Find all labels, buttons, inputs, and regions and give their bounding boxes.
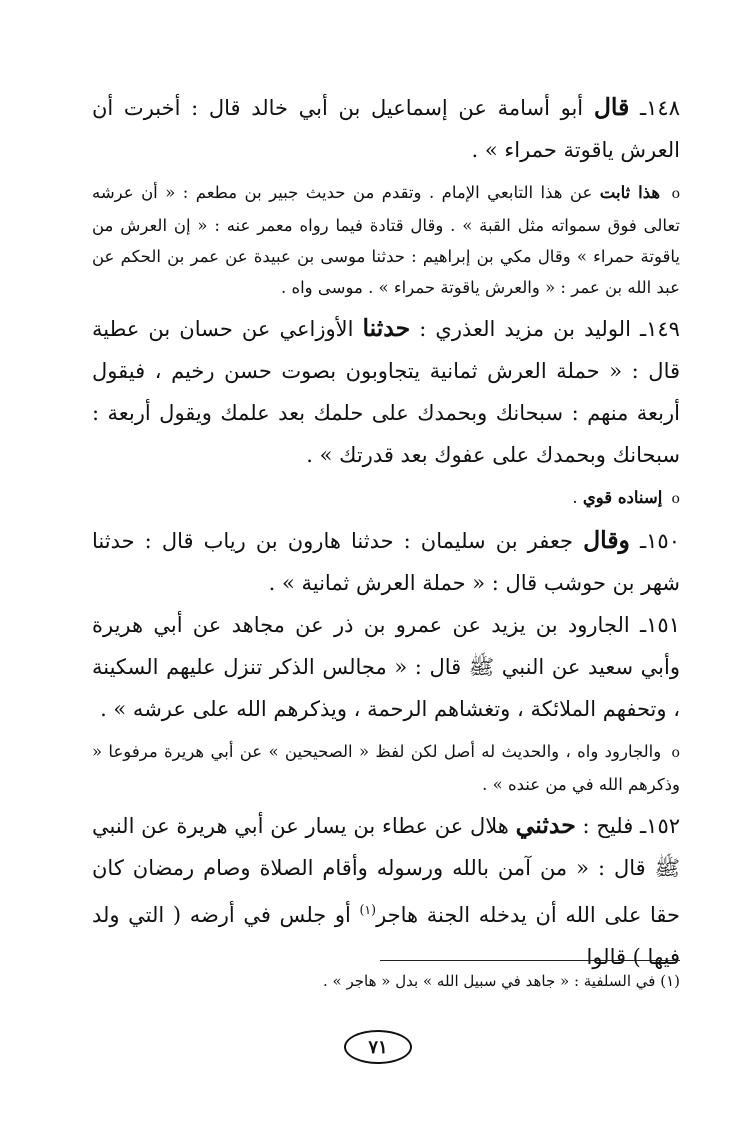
page-number-badge: [344, 1030, 412, 1064]
keyword: حدثني: [515, 811, 576, 839]
hadith-number: ١٤٩: [646, 317, 680, 341]
hadith-150: ١٥٠ـ وقال جعفر بن سليمان : حدثنا هارون بن رياب قال : حدثنا شهر بن حوشب قال : « حملة العرش ثمانية » .: [92, 526, 680, 595]
hadith-text: أبو أسامة عن إسماعيل بن أبي خالد قال : أخبرت أن العرش ياقوتة حمراء » .: [92, 96, 680, 162]
hadith-text: الأوزاعي عن حسان بن عطية قال : « حملة العرش ثمانية يتجاوبون بصوت حسن رخيم ، فيقول أربعة منهم : سبحانك وبحمدك على حلمك بعد علمك ويقول أربعة : سبحانك وبحمدك على عفوك بعد قدرتك » .: [92, 317, 680, 467]
page-number: ٧١: [368, 1036, 388, 1058]
hadith-prefix: الوليد بن مزيد العذري :: [419, 317, 631, 341]
comment-text: عن هذا التابعي الإمام . وتقدم من حديث جبير بن مطعم : « أن عرشه تعالى فوق سمواته مثل القبة » . وقال قتادة فيما رواه معمر عنه : « إن العرش من ياقوتة حمراء » وقال مكي بن إبراهيم : حدثنا موسى بن عبيدة عن عمر بن الحكم عن عبد الله بن عمر : « والعرش ياقوتة حمراء » . موسى واه .: [92, 183, 680, 297]
keyword: هذا ثابت: [599, 183, 661, 202]
circle-marker-icon: o: [671, 186, 681, 202]
comment-148: [92, 177, 680, 303]
hadith-text: هلال عن عطاء بن يسار عن أبي هريرة عن النبي ﷺ قال : « من آمن بالله ورسوله وأقام الصلاة وصام رمضان كان حقا على الله أن يدخله الجنة هاجر: [92, 814, 680, 927]
hadith-text: الجارود بن يزيد عن عمرو بن ذر عن مجاهد عن أبي هريرة وأبي سعيد عن النبي ﷺ قال : « مجالس الذكر تنزل عليهم السكينة ، وتحفهم الملائكة ، وتغشاهم الرحمة ، ويذكرهم الله على عرشه » .: [92, 613, 680, 721]
hadith-149: ١٤٩ـ الوليد بن مزيد العذري : حدثنا الأوزاعي عن حسان بن عطية قال : « حملة العرش ثمانية يتجاوبون بصوت حسن رخيم ، فيقول أربعة منهم : سبحانك وبحمدك على حلمك بعد علمك ويقول أربعة : سبحانك وبحمدك على عفوك بعد قدرتك » .: [92, 314, 680, 467]
keyword: إسناده قوي: [582, 488, 663, 507]
footnote-ref[interactable]: (١): [359, 902, 377, 917]
hadith-text: جعفر بن سليمان : حدثنا هارون بن رياب قال : حدثنا شهر بن حوشب قال : « حملة العرش ثمانية » .: [92, 529, 680, 595]
comment-151: [92, 736, 680, 800]
keyword: حدثنا: [362, 314, 411, 342]
comment-text: .: [572, 488, 578, 507]
hadith-151: ١٥١ـ الجارود بن يزيد عن عمرو بن ذر عن مجاهد عن أبي هريرة وأبي سعيد عن النبي ﷺ قال : « مجالس الذكر تنزل عليهم السكينة ، وتحفهم الملائكة ، وتغشاهم الرحمة ، ويذكرهم الله على عرشه » .: [92, 613, 680, 721]
footnote: (١) في السلفية : « جاهد في سبيل الله » بدل « هاجر » .: [323, 972, 680, 990]
hadith-number: ١٥١: [646, 613, 680, 637]
hadith-152: ١٥٢ـ فليح : حدثني هلال عن عطاء بن يسار عن أبي هريرة عن النبي ﷺ قال : « من آمن بالله ورسوله وأقام الصلاة وصام رمضان كان حقا على الله أن يدخله الجنة هاجر$^{(١)}$ أو جلس في أرضه ( التي ولد فيها ) قالوا: [92, 811, 681, 969]
hadith-148: ١٤٨ـ قال أبو أسامة عن إسماعيل بن أبي خالد قال : أخبرت أن العرش ياقوتة حمراء » .: [92, 93, 680, 162]
hadith-text-continued: أو جلس في أرضه ( التي ولد فيها ) قالوا: [92, 903, 680, 969]
hadith-number: ١٥٠: [646, 529, 680, 553]
footnote-divider: [380, 960, 680, 961]
comment-text: والجارود واه ، والحديث له أصل لكن لفظ « الصحيحين » عن أبي هريرة مرفوعا « وذكرهم الله في من عنده » .: [92, 742, 680, 794]
circle-marker-icon: o: [671, 491, 680, 507]
comment-149: [92, 482, 680, 515]
keyword: قال: [593, 93, 630, 121]
keyword: وقال: [583, 526, 630, 554]
hadith-number: ١٤٨: [646, 96, 680, 120]
hadith-number: ١٥٢: [646, 814, 681, 838]
circle-marker-icon: o: [671, 745, 680, 761]
hadith-prefix: فليح :: [582, 814, 634, 838]
page-body: [92, 86, 680, 978]
